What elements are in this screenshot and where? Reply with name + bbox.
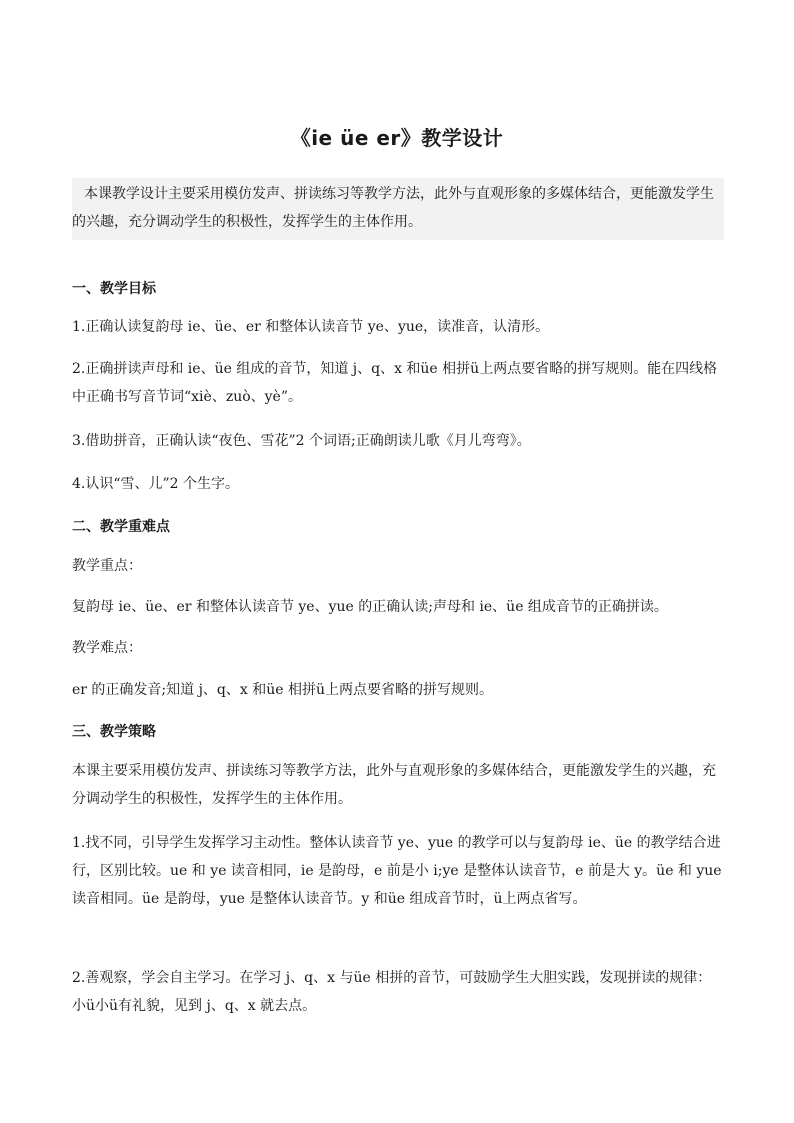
section-heading-key-points: 二、教学重难点 — [72, 519, 170, 535]
strategy-intro: 本课主要采用模仿发声、拼读练习等教学方法，此外与直观形象的多媒体结合，更能激发学生的兴趣，充分调动学生的积极性，发挥学生的主体作用。 — [72, 763, 716, 807]
key-point-text: 复韵母 ie、üe、er 和整体认读音节 ye、yue 的正确认读;声母和 ie、üe 组成音节的正确拼读。 — [72, 599, 668, 615]
intro-paragraph: 本课教学设计主要采用模仿发声、拼读练习等教学方法，此外与直观形象的多媒体结合，更能激发学生的兴趣，充分调动学生的积极性，发挥学生的主体作用。 — [72, 178, 724, 240]
objective-item-3: 3.借助拼音，正确认读“夜色、雪花”2 个词语;正确朗读儿歌《月儿弯弯》。 — [72, 433, 531, 449]
objective-item-2: 2.正确拼读声母和 ie、üe 组成的音节，知道 j、q、x 和üe 相拼ü上两点要省略的拼写规则。能在四线格中正确书写音节词“xiè、zuò、yè”。 — [72, 361, 718, 405]
objective-item-1: 1.正确认读复韵母 ie、üe、er 和整体认读音节 ye、yue，读准音，认清形。 — [72, 319, 550, 335]
document-title: 《ie üe er》教学设计 — [290, 126, 504, 150]
difficulty-label: 教学难点： — [72, 640, 142, 656]
strategy-item-2: 2.善观察，学会自主学习。在学习 j、q、x 与üe 相拼的音节，可鼓励学生大胆实践，发现拼读的规律：小ü小ü有礼貌，见到 j、q、x 就去点。 — [72, 970, 712, 1014]
section-heading-objectives: 一、教学目标 — [72, 281, 156, 297]
objective-item-4: 4.认识“雪、儿”2 个生字。 — [72, 476, 240, 492]
key-point-label: 教学重点： — [72, 558, 142, 574]
difficulty-text: er 的正确发音;知道 j、q、x 和üe 相拼ü上两点要省略的拼写规则。 — [72, 682, 494, 698]
strategy-item-1: 1.找不同，引导学生发挥学习主动性。整体认读音节 ye、yue 的教学可以与复韵母 ie、üe 的教学结合进行，区别比较。ue 和 ye 读音相同，ie 是韵母，e 前是小 i;ye 是整体认读音节，e 前是大 y。üe 和 yue 读音相同。üe 是韵母，yue 是整体认读音节。y 和üe 组成音节时，ü上两点省写。 — [72, 835, 722, 907]
section-heading-strategy: 三、教学策略 — [72, 724, 156, 740]
